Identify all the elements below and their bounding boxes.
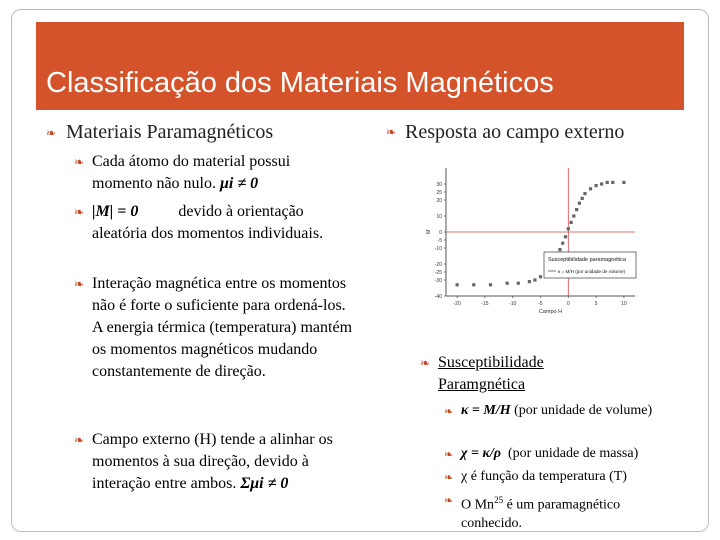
x-tick-label: -5: [538, 301, 543, 307]
bullet-icon: ❧: [444, 495, 454, 507]
bullet-icon: ❧: [74, 433, 85, 447]
bullet-icon: ❧: [444, 472, 454, 484]
mn-item: [461, 491, 681, 533]
y-tick-label: 20: [436, 198, 442, 204]
data-point: [528, 280, 531, 283]
x-tick-label: 0: [566, 301, 570, 307]
kappa-unit: (por unidade de volume): [514, 403, 653, 418]
data-point: [594, 184, 597, 187]
bullet-icon: ❧: [420, 356, 431, 370]
data-point: [622, 181, 625, 184]
y-tick-label: 0: [439, 230, 442, 236]
data-point: [472, 283, 475, 286]
data-point: [539, 275, 542, 278]
x-tick-label: -20: [453, 301, 461, 307]
data-point: [606, 181, 609, 184]
x-tick-label: 10: [621, 301, 627, 307]
left-item-4-text: Campo externo (H) tende a alinhar os momentos à sua direção, devido à interação entre ambos.: [92, 431, 333, 492]
data-point: [583, 192, 586, 195]
x-tick-label: -10: [509, 301, 517, 307]
data-point: [564, 235, 567, 238]
sum-mu-nonzero: Σμi ≠ 0: [240, 475, 289, 492]
mn-text: O Mn: [461, 497, 495, 513]
data-point: [589, 187, 592, 190]
y-tick-label: -40: [434, 294, 442, 300]
bullet-icon: ❧: [74, 205, 85, 219]
mu-nonzero: μi ≠ 0: [219, 175, 259, 192]
m-magnitude: |M| = 0: [92, 203, 139, 220]
y-tick-label: -10: [434, 246, 442, 252]
chi-formula: χ = κ/ρ: [461, 446, 502, 461]
left-heading: Materiais Paramagnéticos: [66, 121, 274, 143]
mn-superscript: 25: [494, 495, 504, 505]
y-tick-label: 25: [436, 190, 442, 196]
left-item-1-text: Cada átomo do material possui momento não nulo.: [92, 153, 291, 192]
chi-temperature-item: χ é função da temperatura (T): [461, 469, 627, 484]
left-item-2: [92, 201, 354, 245]
y-tick-label: -5: [437, 238, 442, 244]
data-point: [611, 181, 614, 184]
kappa-formula: κ = M/H: [461, 403, 511, 418]
data-point: [567, 227, 570, 230]
left-item-1: [92, 151, 354, 195]
y-tick-label: 30: [436, 182, 442, 188]
x-axis-label: Campo H: [538, 309, 563, 315]
data-point: [569, 221, 572, 224]
data-point: [506, 282, 509, 285]
data-point: [578, 202, 581, 205]
magnetization-plot: [420, 160, 660, 320]
magnetization-chart: [420, 160, 660, 320]
y-axis-label: M: [426, 229, 432, 235]
y-tick-label: -20: [434, 262, 442, 268]
bullet-icon: ❧: [386, 125, 397, 139]
slide-title: Classificação dos Materiais Magnéticos: [46, 67, 554, 99]
y-tick-label: -25: [434, 270, 442, 276]
data-point: [600, 182, 603, 185]
x-tick-label: -15: [481, 301, 489, 307]
legend-entry: κ = M/H (por unidade de volume): [558, 269, 626, 274]
chi-item: [461, 445, 691, 463]
data-point: [581, 197, 584, 200]
data-point: [456, 283, 459, 286]
data-point: [533, 278, 536, 281]
chi-unit: (por unidade de massa): [508, 446, 639, 461]
left-item-4: [92, 429, 354, 495]
data-point: [561, 242, 564, 245]
data-point: [489, 283, 492, 286]
data-point: [558, 248, 561, 251]
title-bar: [36, 22, 684, 110]
bullet-icon: ❧: [444, 406, 454, 418]
data-point: [517, 282, 520, 285]
y-tick-label: 10: [436, 214, 442, 220]
left-item-2-text: devido à orientação aleatória dos momentos individuais.: [92, 203, 324, 242]
susceptibility-heading: Susceptibilidade Paramgnética: [438, 354, 544, 393]
bullet-icon: ❧: [74, 277, 85, 291]
right-heading: Resposta ao campo externo: [405, 121, 625, 143]
kappa-item: [461, 402, 676, 420]
bullet-icon: ❧: [74, 155, 85, 169]
left-item-3: Interação magnética entre os momentos não é forte o suficiente para ordená-los. A energia térmica (temperatura) mantém os momentos magnéticos mudando constantemente de direção.: [92, 275, 353, 380]
y-tick-label: -30: [434, 278, 442, 284]
legend-title: Susceptibilidade paramagnética: [548, 257, 626, 263]
data-point: [575, 208, 578, 211]
x-tick-label: 5: [594, 301, 598, 307]
mn-rest: é um paramagnético conhecido.: [461, 497, 621, 531]
legend-box: [544, 252, 636, 278]
data-point: [572, 214, 575, 217]
bullet-icon: ❧: [46, 126, 57, 140]
bullet-icon: ❧: [444, 449, 454, 461]
